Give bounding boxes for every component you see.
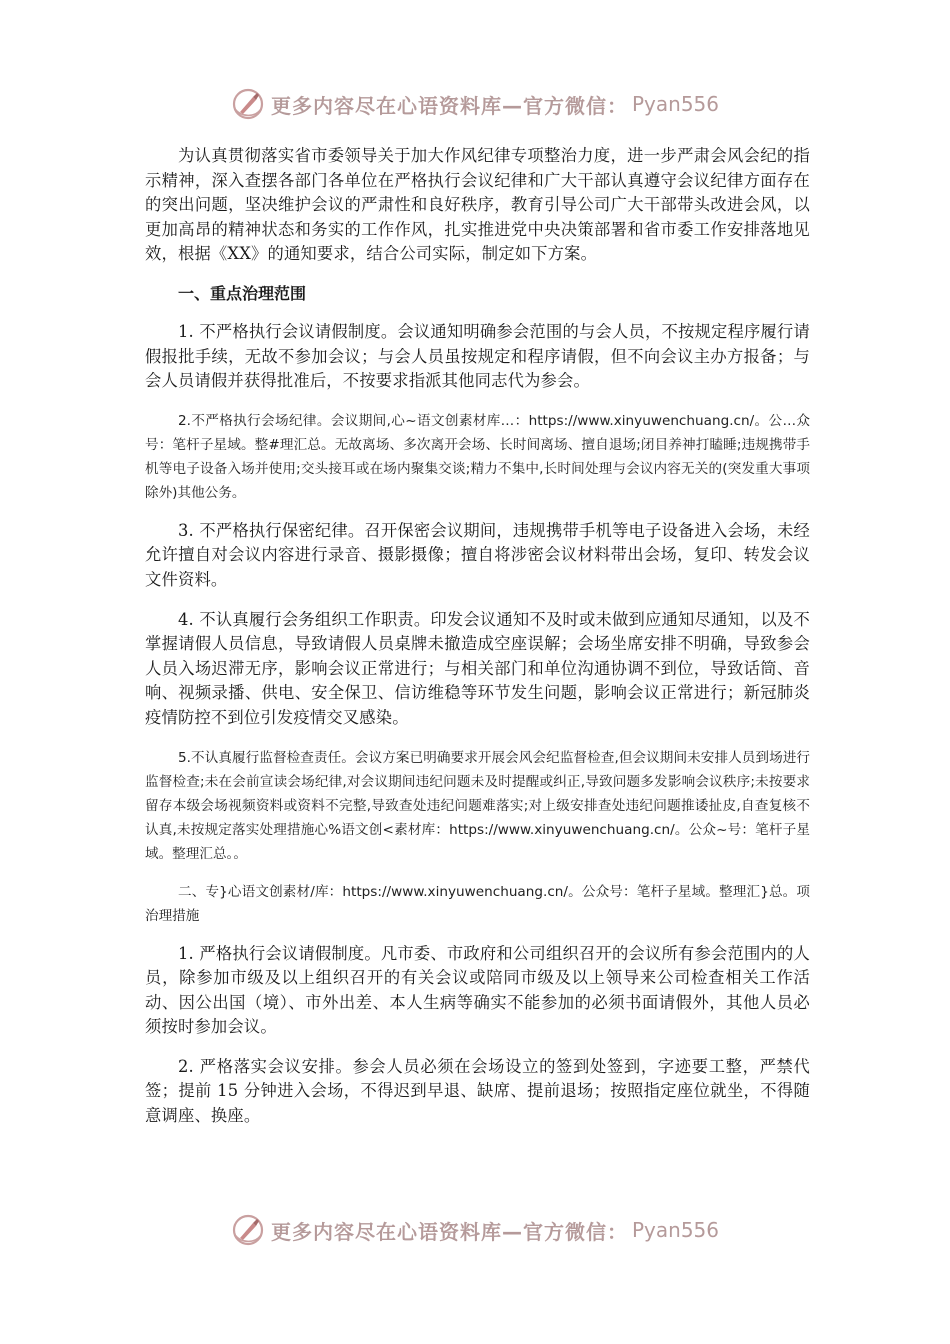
pen-logo-icon (231, 1213, 265, 1247)
scope-item-2: 2.不严格执行会场纪律。会议期间,心~语文创素材库…：https://www.xinyuwenchuang.cn/。公…众号：笔杆子星域。整#理汇总。无故离场、多次离开会场、长时间离场、擅自退场;闭目养神打瞌睡;违规携带手机等电子设备入场并使用;交头接耳或在场内聚集交谈;精力不集中,长时间处理与会议内容无关的(突发重大事项除外)其他公务。 (145, 412, 810, 501)
scope-item-1: 1. 不严格执行会议请假制度。会议通知明确参会范围的与会人员，不按规定程序履行请假报批手续，无故不参加会议；与会人员虽按规定和程序请假，但不向会议主办方报备；与会人员请假并获得批准后，不按要求指派其他同志代为参会。 (145, 321, 810, 391)
pen-logo-icon (231, 87, 265, 121)
footer-banner (0, 1210, 950, 1250)
scope-item-5: 5.不认真履行监督检查责任。会议方案已明确要求开展会风会纪监督检查,但会议期间未安排人员到场进行监督检查;未在会前宣读会场纪律,对会议期间违纪问题未及时提醒或纠正,导致问题多发影响会议秩序;未按要求留存本级会场视频资料或资料不完整,导致查处违纪问题难落实;对上级安排查处违纪问题推诿扯皮,自查复核不认真,未按规定落实处理措施心%语文创<素材库：https://www.xinyuwenchuang.cn/。公众~号：笔杆子星域。整理汇总。。 (145, 749, 810, 862)
measure-item-2: 2. 严格落实会议安排。参会人员必须在会场设立的签到处签到，字迹要工整，严禁代签；提前 15 分钟进入会场，不得迟到早退、缺席、提前退场；按照指定座位就坐，不得随意调座、换座。 (145, 1056, 810, 1126)
section-heading-2: 二、专}心语文创素材/库：https://www.xinyuwenchuang.cn/。公众号：笔杆子星域。整理汇}总。项治理措施 (145, 883, 810, 924)
scope-item-4: 4. 不认真履行会务组织工作职责。印发会议通知不及时或未做到应通知尽通知，以及不掌握请假人员信息，导致请假人员桌牌未撤造成空座误解；会场坐席安排不明确，导致参会人员入场迟滞无序，影响会议正常进行；与相关部门和单位沟通协调不到位，导致话筒、音响、视频录播、供电、安全保卫、信访维稳等环节发生问题，影响会议正常进行；新冠肺炎疫情防控不到位引发疫情交叉感染。 (145, 609, 810, 727)
measure-item-1: 1. 严格执行会议请假制度。凡市委、市政府和公司组织召开的会议所有参会范围内的人员，除参加市级及以上组织召开的有关会议或陪同市级及以上领导来公司检查相关工作活动、因公出国（境）、市外出差、本人生病等确实不能参加的必须书面请假外，其他人员必须按时参加会议。 (145, 943, 810, 1037)
header-banner (0, 84, 950, 124)
section-heading-1: 一、重点治理范围 (178, 283, 307, 303)
banner-wechat-id: Pyan556 (631, 1218, 719, 1242)
scope-item-3: 3. 不严格执行保密纪律。召开保密会议期间，违规携带手机等电子设备进入会场，未经允许擅自对会议内容进行录音、摄影摄像；擅自将涉密会议材料带出会场，复印、转发会议文件资料。 (145, 520, 810, 589)
banner-text: 更多内容尽在心语资料库—官方微信： (270, 93, 628, 118)
banner-wechat-id: Pyan556 (631, 92, 719, 116)
document-body (145, 144, 810, 1144)
intro-paragraph: 为认真贯彻落实省市委领导关于加大作风纪律专项整治力度，进一步严肃会风会纪的指示精神，深入查摆各部门各单位在严格执行会议纪律和广大干部认真遵守会议纪律方面存在的突出问题，坚决维护会议的严肃性和良好秩序，教育引导公司广大干部带头改进会风，以更加高昂的精神状态和务实的工作作风，扎实推进党中央决策部署和省市委工作安排落地见效，根据《XX》的通知要求，结合公司实际，制定如下方案。 (145, 146, 810, 264)
banner-text: 更多内容尽在心语资料库—官方微信： (270, 1219, 628, 1244)
